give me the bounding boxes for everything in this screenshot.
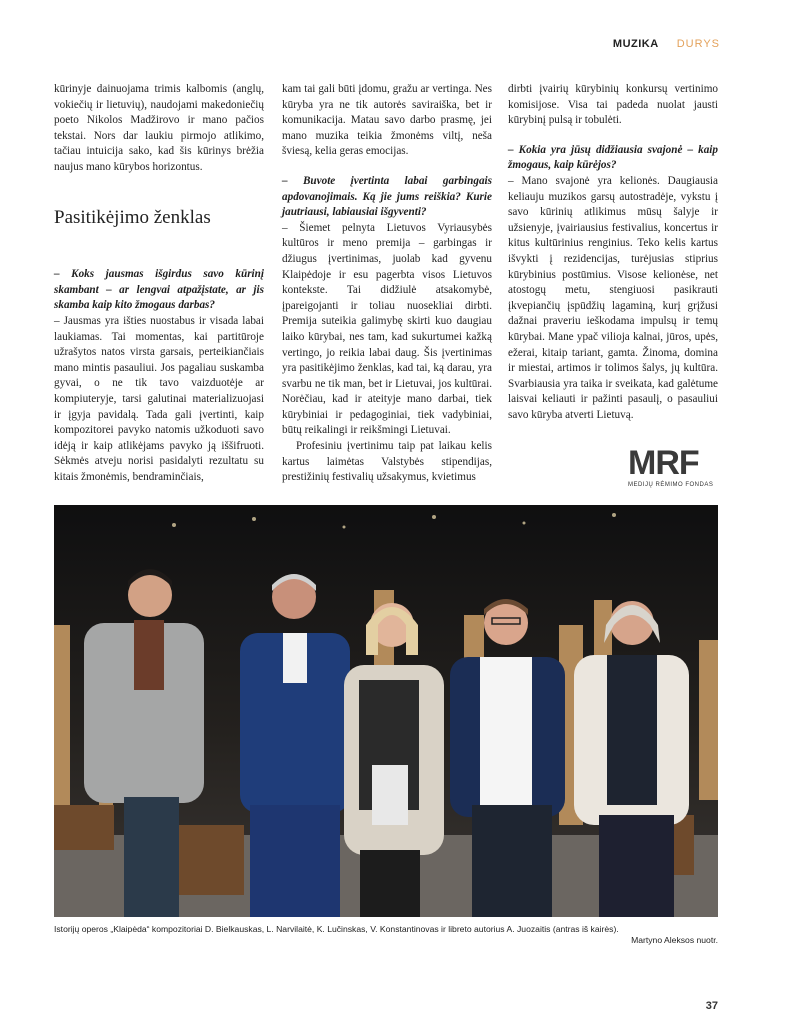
magazine-name: DURYS	[676, 38, 720, 50]
paragraph: Profesiniu įvertinimu taip pat laikau kelis kartus laimėtas Valstybės stipendijas, prestižinių festivalių užsakymus, kvietimus	[282, 440, 492, 484]
group-photo	[54, 505, 718, 917]
column-1	[54, 82, 264, 485]
interview-question: – Koks jausmas išgirdus savo kūrinį skambant – ar lengvai atpažįstate, ar jis skamba kaip kito žmogaus darbas?	[54, 268, 264, 312]
interview-question: – Buvote įvertinta labai garbingais apdovanojimais. Ką jie jums reiškia? Kurie jautriausi, labiausiai išgyventi?	[282, 174, 492, 219]
page-header	[613, 38, 720, 50]
paragraph: kūrinyje dainuojama trimis kalbomis (anglų, vokiečių ir lietuvių), naudojami makedoniečių poeto Nikolos Madžirovo ir mano pačios tekstai. Nors dar laukiu pirmojo atlikimo, tačiau intuicija sako, kad šis kūrinys brėžia naujus mano kūrybos horizontus.	[54, 83, 264, 173]
column-2	[282, 82, 492, 486]
photo-caption	[54, 924, 718, 946]
column-3	[508, 82, 718, 423]
photo-illustration	[54, 505, 718, 917]
interview-question: – Kokia yra jūsų didžiausia svajonė – kaip žmogaus, kaip kūrėjos?	[508, 143, 718, 172]
logo-mark: MRF	[628, 444, 699, 482]
section-subheading: Pasitikėjimo ženklas	[54, 206, 211, 228]
page-number: 37	[705, 1000, 718, 1012]
mrf-logo	[628, 446, 723, 488]
section-label: MUZIKA	[612, 38, 659, 50]
interview-answer: – Mano svajonė yra kelionės. Daugiausia keliauju muzikos garsų autostradėje, vykstu į savo kūrinių atlikimus mūsų šalyje ir užsienyje, įvairiausius festivalius, koncertus ir kitus kultūrinius renginius. Teko kelis kartus išvykti į rezidencijas, turėjusias stiprius kūrybinius postūmius. Visose kelionėse, net atostogų metu, stengiuosi pasikrauti įkvepiančių įspūdžių lagaminą, kurį grįžusi dažnai praveriu ieškodama impulsų ir temų kūrybai. Mane ypač vilioja kalnai, jūros, upės, ežerai, kitaip tariant, gamta. Žinoma, domina ir miestai, artimos ir tolimos šalys, jų kultūra. Svarbiausia yra taika ir sveikata, kad galėtume laisvai keliauti ir pažinti pasaulį, o pasauliui savo kūryba atverti Lietuvą.	[508, 174, 718, 421]
logo-name: MEDIJŲ RĖMIMO FONDAS	[628, 482, 714, 488]
photo-credit: Martyno Aleksos nuotr.	[631, 935, 718, 945]
paragraph: kam tai gali būti įdomu, gražu ar vertinga. Nes kūryba yra ne tik autorės saviraiška, bet ir komunikacija. Matau savo darbo prasmę, jei mano muzika teikia žmonėms viltį, neša šviesą, kelia geras emocijas.	[282, 83, 492, 158]
interview-answer: – Šiemet pelnyta Lietuvos Vyriausybės kultūros ir meno premija – garbingas ir džiugus įvertinimas, juolab kad gyvenu Klaipėdoje ir esu pagerbta visos Lietuvos kontekste. Tai didžiulė atsakomybė, įpareigojanti ir toliau nuosekliai dirbti. Premija suteikia galimybę skirti kuo daugiau laiko kūrybai, nes tam, kad sukurtumei kažką vertingo, jo reikia labai daug. Šis įvertinimas yra pasitikėjimo ženklas, kad tai, ką darau, yra svarbu ne tik man, bet ir Lietuvai, jos kultūrai. Norėčiau, kad ir ateityje mano darbai, tiek kūrybiniai ir pedagoginiai, tiek vadybiniai, būtų reikalingi ir reikšmingi Lietuvai.	[282, 221, 492, 437]
interview-answer: – Jausmas yra išties nuostabus ir visada labai laukiamas. Tai momentas, kai partitūroje užrašytos natos virsta garsais, perteikiančiais mano mintis pasauliui. Jos pagaliau suskamba gyvai, o ne tik tavo vaizduotėje ar kompiuteryje, tarsi galutinai materializuojasi ir įgyja pavidalą. Tada gali įvertinti, kaip kompozitorei pavyko natomis užkoduoti savo idėją ir kaip atlikėjams pavyko ją iššifruoti. Sėkmės atveju norisi pasidalyti rezultatu su kitais žmonėmis, bendraminčiais,	[54, 314, 264, 483]
paragraph: dirbti įvairių kūrybinių konkursų vertinimo komisijose. Visa tai padeda nuolat jausti kūrybinį pulsą ir tobulėti.	[508, 83, 718, 127]
caption-text: Istorijų operos „Klaipėda“ kompozitoriai D. Bielkauskas, L. Narvilaitė, K. Lučinskas, V. Konstantinovas ir libreto autorius A. Juozaitis (antras iš kairės).	[54, 924, 619, 934]
